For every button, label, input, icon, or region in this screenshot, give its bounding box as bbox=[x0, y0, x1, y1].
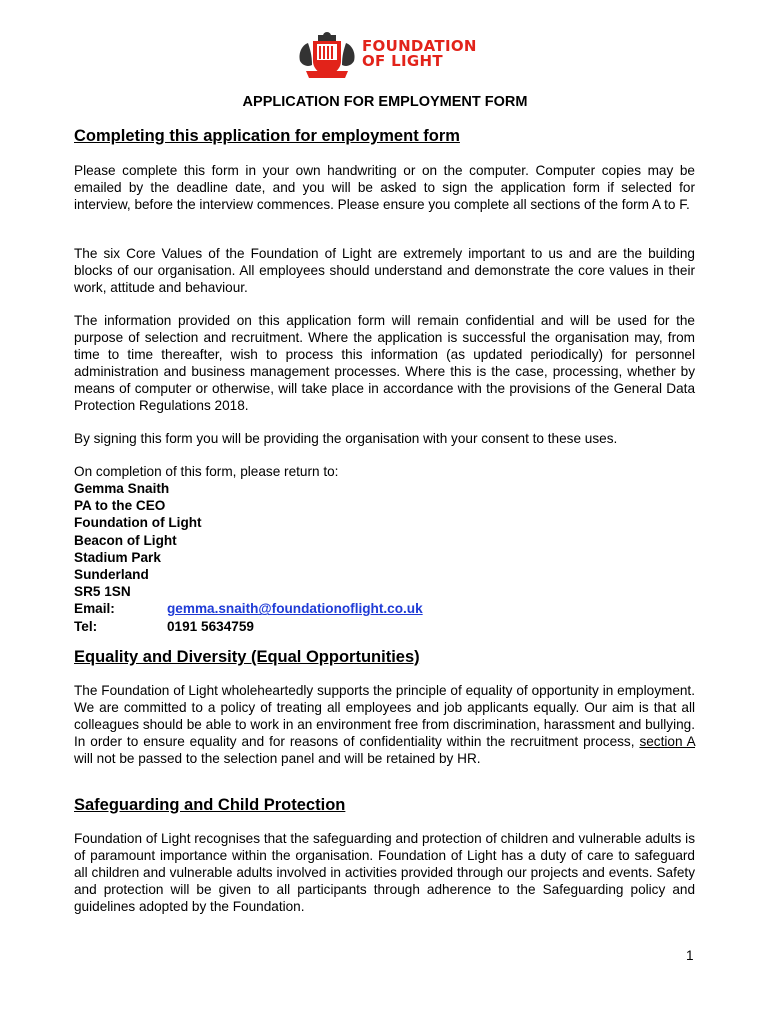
address-street: Stadium Park bbox=[74, 549, 161, 565]
paragraph-core-values: The six Core Values of the Foundation of Light are extremely important to us and are the building blocks of our organisation. All employees should understand and demonstrate the core values in their work, attitude and behaviour. bbox=[74, 246, 695, 295]
address-building: Beacon of Light bbox=[74, 532, 177, 548]
paragraph-equality bbox=[74, 682, 695, 767]
logo-wordmark bbox=[362, 39, 477, 69]
address-city: Sunderland bbox=[74, 567, 149, 583]
address-role: PA to the CEO bbox=[74, 498, 166, 514]
email-row bbox=[74, 600, 423, 617]
section-a-reference: section A bbox=[639, 734, 696, 749]
equality-text-before: The Foundation of Light wholeheartedly supports the principle of equality of opportunity in employment. We are committed to a policy of treating all employees and job applicants equally. Our aim is that all colleagues should be able to work in an environment free from discrimination, harassment and bullying. In order to ensure equality and for reasons of confidentiality within the recruitment process, bbox=[74, 683, 695, 749]
logo-line-1: FOUNDATION bbox=[362, 37, 477, 55]
foundation-logo bbox=[296, 31, 481, 81]
heading-equality: Equality and Diversity (Equal Opportunities) bbox=[74, 648, 420, 666]
email-label: Email: bbox=[74, 601, 115, 617]
address-name: Gemma Snaith bbox=[74, 481, 170, 496]
paragraph-consent: By signing this form you will be providing the organisation with your consent to these uses. bbox=[74, 431, 618, 446]
crest-icon bbox=[296, 31, 358, 81]
return-intro: On completion of this form, please return to: bbox=[74, 464, 339, 479]
return-address bbox=[74, 480, 423, 635]
address-postcode: SR5 1SN bbox=[74, 584, 131, 600]
email-link[interactable]: gemma.snaith@foundationoflight.co.uk bbox=[167, 601, 423, 617]
logo-line-2: OF LIGHT bbox=[362, 52, 443, 70]
paragraph-confidentiality: The information provided on this application form will remain confidential and will be used for the purpose of selection and recruitment. Where the application is successful the organisation may, from time to time thereafter, wish to process this information (as updated periodically) for personnel administration and business management processes. Where this is the case, processing, whether by means of computer or otherwise, will take place in accordance with the provisions of the General Data Protection Regulations 2018. bbox=[74, 313, 695, 413]
heading-completing: Completing this application for employment form bbox=[74, 127, 460, 145]
page-title: APPLICATION FOR EMPLOYMENT FORM bbox=[242, 94, 528, 110]
tel-row bbox=[74, 618, 423, 635]
heading-safeguarding: Safeguarding and Child Protection bbox=[74, 796, 346, 814]
paragraph-instructions: Please complete this form in your own handwriting or on the computer. Computer copies may be emailed by the deadline date, and you will be asked to sign the application form if selected for interview, before the interview commences. Please ensure you complete all sections of the form A to F. bbox=[74, 163, 695, 212]
paragraph-safeguarding: Foundation of Light recognises that the safeguarding and protection of children and vulnerable adults is of paramount importance within the organisation. Foundation of Light has a duty of care to safeguard all children and vulnerable adults involved in activities provided through our projects and events. Safety and protection will be given to all participants through adherence to the Safeguarding policy and guidelines adopted by the Foundation. bbox=[74, 831, 695, 914]
address-org: Foundation of Light bbox=[74, 515, 202, 531]
equality-text-after: will not be passed to the selection panel and will be retained by HR. bbox=[74, 751, 481, 766]
page-number: 1 bbox=[686, 948, 694, 963]
tel-label: Tel: bbox=[74, 618, 98, 634]
tel-value: 0191 5634759 bbox=[167, 618, 254, 634]
